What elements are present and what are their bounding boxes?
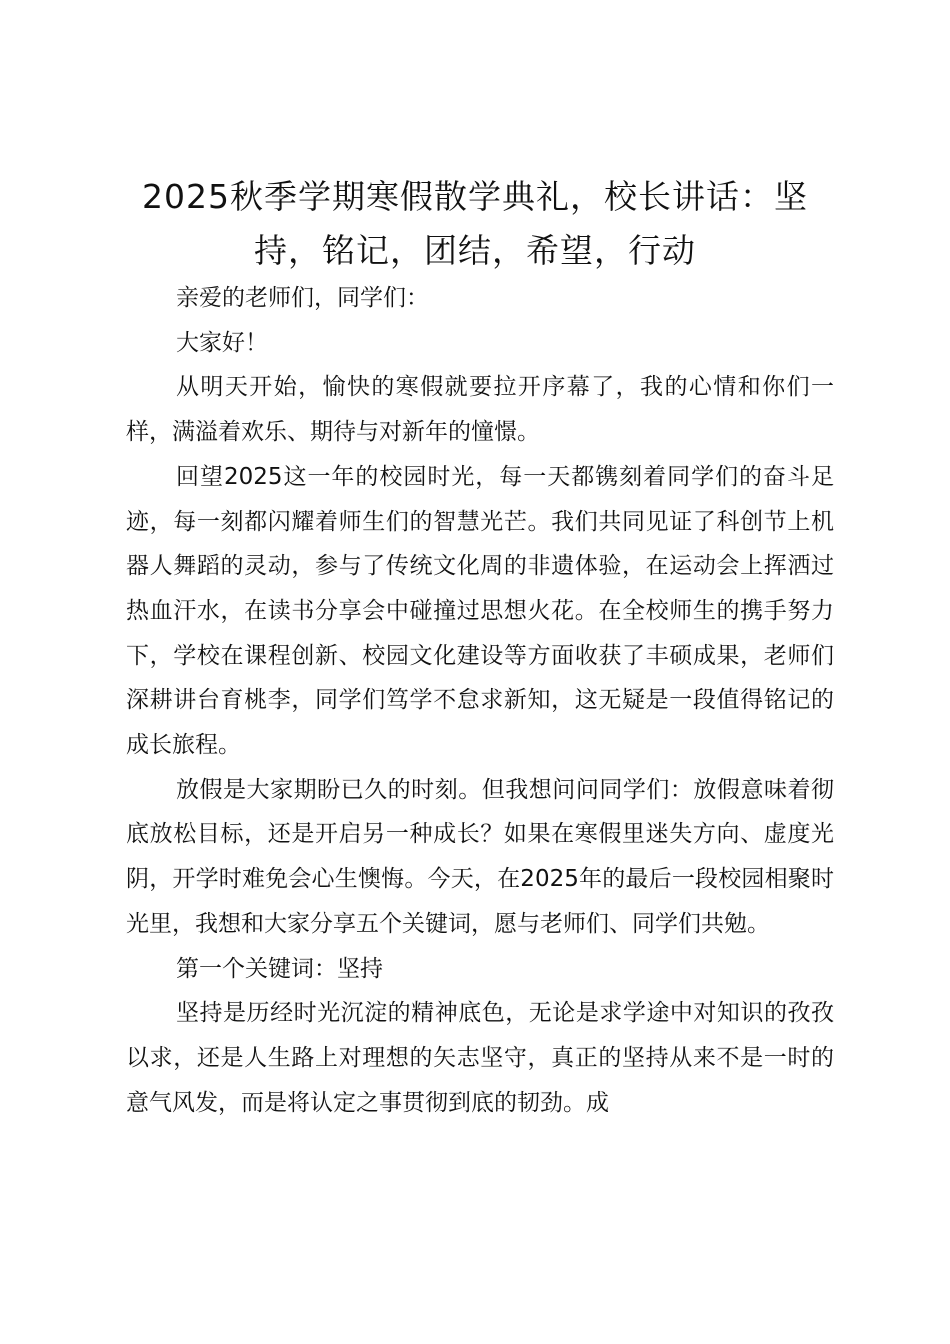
paragraph: 放假是大家期盼已久的时刻。但我想问问同学们：放假意味着彻底放松目标，还是开启另一种成长？如果在寒假里迷失方向、虚度光阴，开学时难免会心生懊悔。今天，在2025年的最后一段校园相聚时光里，我想和大家分享五个关键词，愿与老师们、同学们共勉。 xyxy=(126,776,834,937)
salutation: 亲爱的老师们，同学们： xyxy=(176,285,429,311)
paragraph: 坚持是历经时光沉淀的精神底色，无论是求学途中对知识的孜孜以求，还是人生路上对理想的矢志坚守，真正的坚持从来不是一时的意气风发，而是将认定之事贯彻到底的韧劲。成 xyxy=(126,1000,834,1116)
paragraph: 回望2025这一年的校园时光，每一天都镌刻着同学们的奋斗足迹，每一刻都闪耀着师生们的智慧光芒。我们共同见证了科创节上机器人舞蹈的灵动，参与了传统文化周的非遗体验，在运动会上挥洒过热血汗水，在读书分享会中碰撞过思想火花。在全校师生的携手努力下，学校在课程创新、校园文化建设等方面收获了丰硕成果，老师们深耕讲台育桃李，同学们笃学不怠求新知，这无疑是一段值得铭记的成长旅程。 xyxy=(126,463,834,759)
paragraph: 从明天开始，愉快的寒假就要拉开序幕了，我的心情和你们一样，满溢着欢乐、期待与对新年的憧憬。 xyxy=(126,374,834,446)
document-body xyxy=(126,276,834,1125)
section-heading: 第一个关键词：坚持 xyxy=(176,955,383,982)
document-title: 2025秋季学期寒假散学典礼，校长讲话：坚持，铭记，团结，希望，行动 xyxy=(142,177,808,270)
greeting: 大家好！ xyxy=(176,329,268,356)
